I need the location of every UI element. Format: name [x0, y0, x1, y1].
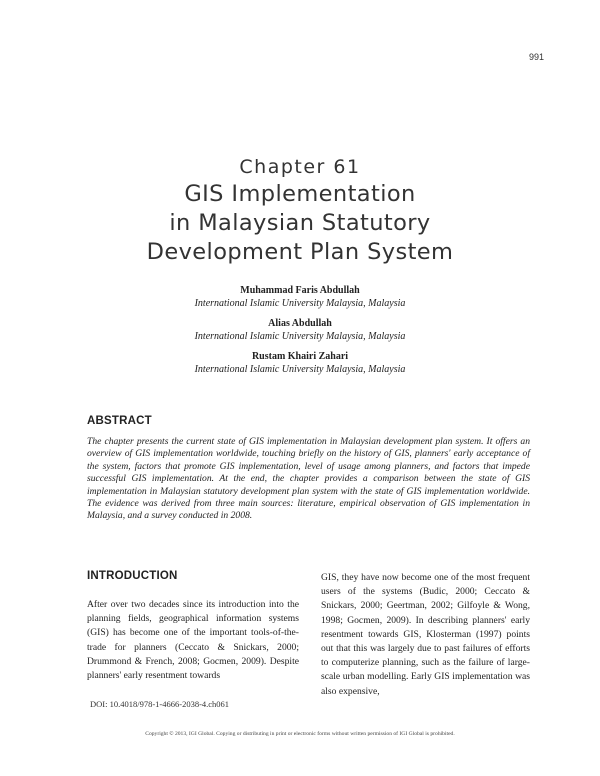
introduction-heading: INTRODUCTION	[87, 570, 178, 582]
chapter-title	[0, 180, 600, 267]
page-number: 991	[528, 52, 544, 62]
chapter-label: Chapter 61	[239, 156, 361, 178]
author-block	[0, 284, 600, 310]
author-affiliation: International Islamic University Malaysia, Malaysia	[194, 298, 406, 309]
author-name: Alias Abdullah	[268, 318, 332, 329]
author-name: Muhammad Faris Abdullah	[240, 285, 360, 296]
chapter-title-line: in Malaysian Statutory	[169, 210, 431, 236]
chapter-title-line: GIS Implementation	[184, 181, 416, 207]
author-affiliation: International Islamic University Malaysia, Malaysia	[194, 364, 406, 375]
author-list	[0, 284, 600, 383]
author-block	[0, 317, 600, 343]
author-affiliation: International Islamic University Malaysia, Malaysia	[194, 331, 406, 342]
doi-text: DOI: 10.4018/978-1-4666-2038-4.ch061	[90, 699, 230, 709]
introduction-right-column: GIS, they have now become one of the most frequent users of the systems (Budic, 2000; Ceccato & Snickars, 2000; Geertman, 2002; Gilfoyle & Wong, 1998; Gocmen, 2009). In describing planners' early resentment towards GIS, Klosterman (1997) points out that this was largely due to past failures of efforts to computerize planning, such as the failure of large-scale urban modelling. Early GIS implementation was also expensive,	[321, 572, 530, 697]
abstract-text: The chapter presents the current state of GIS implementation in Malaysian development plan system. It offers an overview of GIS implementation worldwide, touching briefly on the history of GIS, planners' early acceptance of the system, factors that promote GIS implementation, level of usage among planners, and factors that impede successful GIS implementation. At the end, the chapter provides a comparison between the state of GIS implementation in Malaysian statutory development plan system with the state of GIS implementation worldwide. The evidence was derived from three main sources: literature, empirical observation of GIS implementation in Malaysia, and a survey conducted in 2008.	[87, 436, 530, 522]
introduction-left-column: After over two decades since its introduction into the planning fields, geographical information systems (GIS) has become one of the important tools-of-the-trade for planners (Ceccato & Snickars, 2000; Drummond & French, 2008; Gocmen, 2009). Despite planners' early resentment towards	[87, 599, 299, 682]
chapter-title-line: Development Plan System	[146, 239, 454, 265]
author-block	[0, 350, 600, 376]
abstract-heading: ABSTRACT	[87, 415, 152, 427]
copyright-notice: Copyright © 2013, IGI Global. Copying or distributing in print or electronic forms without written permission of IGI Global is prohibited.	[145, 731, 455, 737]
author-name: Rustam Khairi Zahari	[251, 351, 349, 362]
